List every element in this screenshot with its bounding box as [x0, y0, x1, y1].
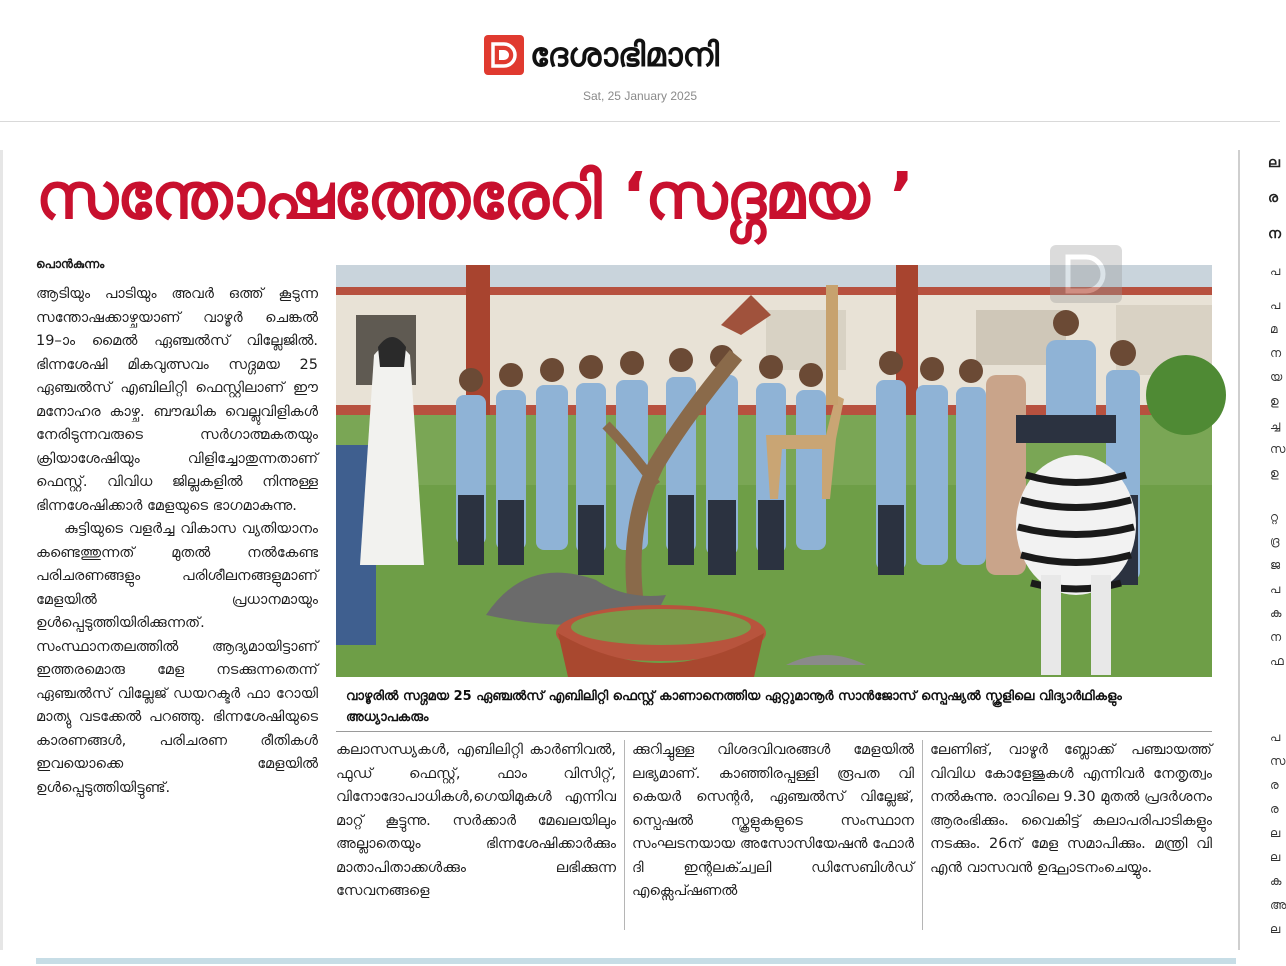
article-bottom-column-1	[336, 739, 616, 904]
publication-logo[interactable]	[484, 30, 719, 80]
adjacent-glyph: അ	[1270, 898, 1286, 912]
clipping-left-edge	[0, 150, 3, 950]
article-paragraph: കുട്ടിയുടെ വളർച്ച വികാസ വ്യതിയാനം കണ്ടെത്തുന്നത് മുതൽ നൽകേണ്ട പരിചരണങ്ങളും പരിശീലനങ്ങളുമാണ് മേളയിൽ പ്രധാനമായും ഉൾപ്പെടുത്തിയിരിക്കുന്നത്. സംസ്ഥാനതലത്തിൽ ആദ്യമായിട്ടാണ് ഇത്തരമൊരു മേള നടക്കുന്നതെന്ന് ഏഞ്ചൽസ് വില്ലേജ് ഡയറക്ടർ ഫാ റോയി മാത്യു വടക്കേൽ പറഞ്ഞു. ഭിന്നശേഷിയുടെ കാരണങ്ങൾ, പരിചരണ രീതികൾ ഇവയൊക്കെ മേളയിൽ ഉൾപ്പെടുത്തിയിട്ടുണ്ട്.	[36, 521, 318, 796]
masthead	[0, 0, 1280, 122]
adjacent-glyph: പ	[1270, 264, 1281, 278]
photo-illustration	[336, 265, 1212, 677]
adjacent-glyph: പ	[1270, 298, 1281, 312]
article-paragraph: ക്കുറിച്ചുള്ള വിശദവിവരങ്ങൾ മേളയിൽ ലഭ്യമാണ്. കാഞ്ഞിരപ്പള്ളി രൂപത വി കെയർ സെന്റർ, ഏഞ്ചൽസ് വില്ലേജ്, സ്പെഷൽ സ്കൂളുകളുടെ സംസ്ഥാന സംഘടനയായ അസോസിയേഷൻ ഫോർ ദി ഇന്റലക്ച്വലി ഡിസേബിൾഡ് എക്സെപ്ഷണൽ	[632, 742, 914, 899]
logo-text: ദേശാഭിമാനി	[530, 35, 720, 74]
adjacent-glyph: ക	[1270, 874, 1282, 888]
adjacent-glyph: റ്റ	[1270, 510, 1278, 524]
photo-caption-text: വാഴൂരിൽ സദ്ഗമയ 25 ഏഞ്ചൽസ് എബിലിറ്റി ഫെസ്റ്റ് കാണാനെത്തിയ ഏറ്റുമാനൂർ സാൻജോസ് സ്പെഷ്യൽ സ്കൂളിലെ വിദ്യാർഥികളും അധ്യാപകരും	[346, 689, 1122, 725]
photo-caption	[336, 681, 1212, 732]
article-paragraph: ലേണിങ്, വാഴൂർ ബ്ലോക്ക് പഞ്ചായത്ത് വിവിധ കോളേജുകൾ എന്നിവർ നേതൃത്വം നൽകുന്നു. രാവിലെ 9.30 മുതൽ പ്രദർശനം ആരംഭിക്കും. വൈകിട്ട് കലാപരിപാടികളും നടക്കും. 26ന് മേള സമാപിക്കും. മന്ത്രി വി എൻ വാസവൻ ഉദ്ഘാടനംചെയ്യും.	[930, 742, 1212, 876]
adjacent-glyph: ല	[1270, 850, 1281, 864]
article-left-column	[36, 283, 318, 800]
column-divider	[1238, 150, 1240, 950]
edition-date: Sat, 25 January 2025	[582, 89, 698, 103]
adjacent-glyph: ന	[1270, 630, 1282, 644]
article-bottom-column-2	[632, 739, 914, 904]
watermark-logo-icon	[1050, 245, 1122, 303]
adjacent-glyph: ല	[1270, 922, 1281, 936]
adjacent-glyph: ദ്ര	[1270, 534, 1280, 548]
adjacent-article-sliver	[1262, 150, 1286, 950]
adjacent-glyph: സ	[1270, 442, 1286, 456]
column-rule	[922, 740, 923, 930]
article-dateline: പൊൻകുന്നം	[36, 257, 105, 271]
adjacent-glyph: ക	[1270, 606, 1282, 620]
adjacent-glyph: സ	[1270, 754, 1286, 768]
column-rule	[624, 740, 625, 930]
adjacent-glyph: ല	[1270, 826, 1281, 840]
article-bottom-column-3	[930, 739, 1212, 880]
adjacent-glyph: ഉ	[1270, 394, 1279, 408]
adjacent-glyph: ന	[1270, 346, 1282, 360]
adjacent-glyph: യ	[1270, 370, 1283, 384]
adjacent-glyph: പ	[1270, 730, 1281, 744]
adjacent-glyph: മ	[1270, 322, 1278, 336]
adjacent-glyph: ര	[1270, 778, 1279, 792]
adjacent-glyph: ര	[1268, 190, 1279, 206]
page-bottom-band	[36, 958, 1236, 964]
adjacent-glyph: ഉ	[1270, 466, 1279, 480]
adjacent-glyph: ഫ	[1270, 654, 1284, 668]
adjacent-glyph: ല	[1268, 155, 1280, 171]
adjacent-glyph: ന	[1268, 226, 1281, 242]
article-headline: സന്തോഷത്തേരേറി ‘സദ്ഗമയ ’	[36, 160, 914, 234]
article-paragraph: കലാസന്ധ്യകൾ, എബിലിറ്റി കാർണിവൽ, ഫുഡ് ഫെസ്റ്റ്, ഫാം വിസിറ്റ്, വിനോദോപാധികൾ,ഗെയിമുകൾ എന്നിവ മാറ്റ് കൂട്ടുന്നു. സർക്കാർ മേഖലയിലും അല്ലാതെയും ഭിന്നശേഷിക്കാർക്കും മാതാപിതാക്കൾക്കും ലഭിക്കുന്ന സേവനങ്ങളെ	[336, 742, 616, 899]
adjacent-glyph: ജ	[1270, 558, 1281, 572]
article-photo	[336, 265, 1212, 677]
header-divider	[0, 121, 1280, 122]
article-paragraph: ആടിയും പാടിയും അവർ ഒത്ത് കൂടുന്ന സന്തോഷക്കാഴ്ചയാണ് വാഴൂർ ചെങ്കൽ 19–ാം മൈൽ ഏഞ്ചൽസ് വില്ലേജിൽ. ഭിന്നശേഷി മികവുത്സവം സദ്ഗമയ 25 ഏഞ്ചൽസ് എബിലിറ്റി ഫെസ്റ്റിലാണ് ഈ മനോഹര കാഴ്ച. ബൗദ്ധിക വെല്ലുവിളികൾ നേരിടുന്നവരുടെ സർഗാത്മകതയും ക്രിയാശേഷിയും വിളിച്ചോതുന്നതാണ് ഫെസ്റ്റ്. വിവിധ ജില്ലകളിൽ നിന്നുള്ള ഭിന്നശേഷിക്കാർ മേളയുടെ ഭാഗമാകുന്നു.	[36, 286, 318, 514]
adjacent-glyph: പ	[1270, 582, 1281, 596]
adjacent-glyph: ച്ച	[1270, 418, 1281, 432]
adjacent-glyph: ര	[1270, 802, 1279, 816]
logo-mark-icon	[484, 35, 524, 75]
